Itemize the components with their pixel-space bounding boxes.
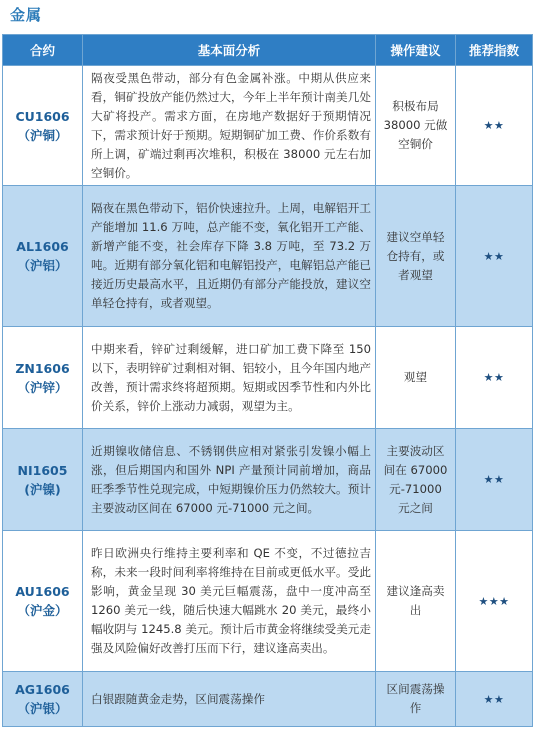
analysis-cell: 中期来看，锌矿过剩缓解，进口矿加工费下降至 150 以下，表明锌矿过剩相对铜、铝较小，且今年国内地产改善，预计需求终将超预期。短期或因季节性和内外比价关系，锌价上涨动力减弱，观望为主。	[83, 327, 376, 429]
contract-code: ZN1606	[15, 360, 70, 376]
rating-stars: ★★	[456, 186, 533, 327]
contract-cell	[3, 327, 83, 429]
contract-name: （沪金）	[17, 603, 68, 618]
analysis-cell: 隔夜在黑色带动下，铝价快速拉升。上周，电解铝开工产能增加 11.6 万吨，总产能不变，氧化铝开工产能、新增产能不变，社会库存下降 3.8 万吨，至 73.2 万吨。近期有部分氧化铝和电解铝投产，电解铝总产能已接近历史最高水平，且近期仍有部分产能投放，建议空单轻仓持有，或者观望。	[83, 186, 376, 327]
analysis-cell: 昨日欧洲央行维持主要利率和 QE 不变，不过德拉吉称，未来一段时间利率将维持在目前或更低水平。受此影响，黄金呈现 30 美元巨幅震荡，盘中一度冲高至 1260 美元一线，随后快速大幅跳水 20 美元，最终小幅收阴与 1245.8 美元。预计后市黄金将继续受美元走强及风险偏好改善打压而下行，建议逢高卖出。	[83, 531, 376, 672]
contract-code: AU1606	[15, 584, 70, 599]
contract-cell	[3, 429, 83, 531]
section-title: 金属	[10, 6, 43, 24]
contract-cell	[3, 672, 83, 727]
table-row-ag	[3, 672, 533, 727]
advice-cell: 积极布局38000 元做空铜价	[376, 66, 456, 186]
table-row-cu	[3, 66, 533, 186]
analysis-cell: 隔夜受黑色带动，部分有色金属补涨。中期从供应来看，铜矿投放产能仍然过大，今年上半年预计南美几处大矿将投产。需求方面，在房地产数据好于预期情况下，需求预计好于预期。短期铜矿加工费、作价系数有所上调，矿端过剩再次堆积，积极在 38000 元左右加空铜价。	[83, 66, 376, 186]
table-row-au	[3, 531, 533, 672]
rating-stars: ★★	[456, 672, 533, 727]
header-advice: 操作建议	[376, 35, 456, 66]
rating-stars: ★★	[456, 66, 533, 186]
contract-code: CU1606	[15, 108, 70, 124]
table-row-ni	[3, 429, 533, 531]
contract-cell	[3, 186, 83, 327]
advice-cell: 观望	[376, 327, 456, 429]
analysis-cell: 近期镍收储信息、不锈钢供应相对紧张引发镍小幅上涨，但后期国内和国外 NPI 产量预计同前增加，商品旺季季节性兑现完成，中短期镍价压力仍然较大。预计主要波动区间在 67000 元-71000 元之间。	[83, 429, 376, 531]
contract-code: AG1606	[15, 682, 70, 697]
rating-stars: ★★	[456, 327, 533, 429]
contract-cell	[3, 531, 83, 672]
contract-name: (沪镍)	[24, 481, 61, 497]
contract-name: （沪锌）	[17, 379, 68, 395]
advice-cell: 区间震荡操作	[376, 672, 456, 727]
analysis-cell: 白银跟随黄金走势，区间震荡操作	[83, 672, 376, 727]
table-header-row	[3, 35, 533, 66]
rating-stars: ★★	[456, 429, 533, 531]
header-analysis: 基本面分析	[83, 35, 376, 66]
contract-code: AL1606	[16, 239, 69, 254]
header-rating: 推荐指数	[456, 35, 533, 66]
header-contract: 合约	[3, 35, 83, 66]
contract-cell	[3, 66, 83, 186]
contract-name: （沪银）	[17, 701, 68, 716]
metals-table	[2, 34, 533, 727]
rating-stars: ★★★	[456, 531, 533, 672]
contract-name: （沪铜）	[17, 127, 68, 143]
table-row-zn	[3, 327, 533, 429]
advice-cell: 建议空单轻仓持有，或者观望	[376, 186, 456, 327]
table-row-al	[3, 186, 533, 327]
contract-code: NI1605	[17, 462, 68, 478]
advice-cell: 主要波动区间在 67000 元-71000 元之间	[376, 429, 456, 531]
advice-cell: 建议逢高卖出	[376, 531, 456, 672]
contract-name: （沪铝）	[17, 258, 68, 273]
